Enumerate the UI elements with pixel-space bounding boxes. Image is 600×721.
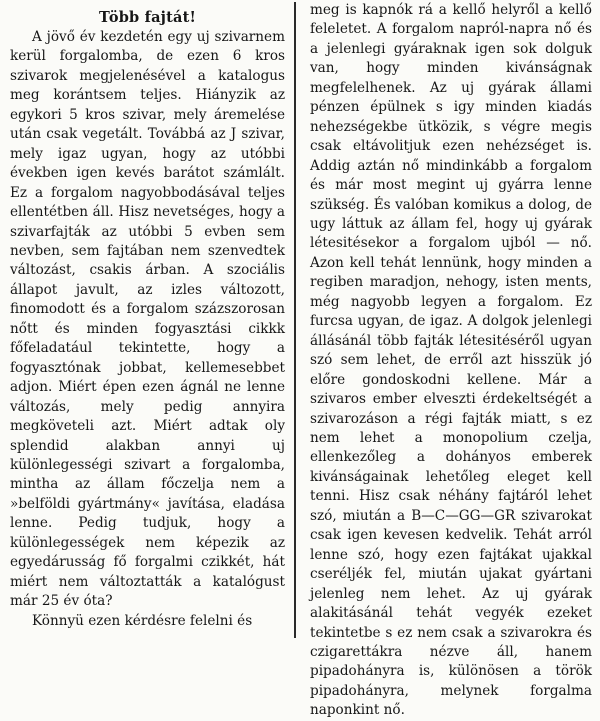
article-title: Több fajtát! — [98, 9, 197, 26]
left-paragraph-1: A jövő év kezdetén egy uj szivarnem kerül forgalomba, de ezen 6 kros szivarok megjelenésével a katalogus meg korántsem teljes. Hiányzik az egykori 5 kros szivar, mely áremelése után csak vegetált. Továbbá az J szivar, mely igaz ugyan, hogy az utóbbi években igen kevés barátot számlált. Ez a forgalom nagyobbodásával teljes ellentétben áll. Hisz nevetséges, hogy a szivarfajták az utóbbi 5 evben sem nevben, sem fajtában nem szenvedtek változást, csakis árban. A szociális állapot javult, az izles változott, finomodott és a forgalom százszorosan nőtt és minden fogyasztási cikkk főfeladatául tekintette, hogy a fogyasztónak jobbat, kellemesebbet adjon. Miért épen ezen ágnál ne lenne változás, mely pedig annyira megköveteli azt. Miért adtak oly splendid alakban annyi uj különlegességi szivart a forgalomba, mintha az állam főczelja nem a »belföldi gyártmány« javítása, eladása lenne. Pedig tudjuk, hogy a különlegességek nem képezik az egyedárusság fő forgalmi czikkét, hát miért nem változtatták a katalógust már 25 év óta? — [10, 29, 285, 610]
right-paragraph-1: meg is kapnók rá a kellő helyről a kellő feleletet. A forgalom napról-napra nő és a jelenlegi gyáraknak igen sok dolguk van, hogy minden kivánságnak megfelelhenek. Az uj gyárak állami pénzen épülnek s igy minden kiadás nehezségekbe ütközik, s végre megis csak eltávolitjuk ezen nehézséget is. Addig aztán nő mindinkább a forgalom és már most megint uj gyárra lenne szükség. És valóban komikus a dolog, de ugy láttuk az állam fel, hogy uj gyárak létesitésekor a forgalom ujból — nő. Azon kell tehát lennünk, hogy minden a regiben maradjon, nehogy, isten ments, még nagyobb legyen a forgalom. Ez furcsa ugyan, de igaz. A dolgok jelenlegi állásánál több fajták létesitéséről ugyan szó sem lehet, de erről azt hisszük jó előre gondoskodni kellene. Már a szivaros ember elveszti érdekeltségét a szivarozáson a régi fajták miatt, s ez nem lehet a monopolium czelja, ellenkezőleg a dohányos emberek kivánságainak lehetőleg eleget kell tenni. Hisz csak néhány fajtáról lehet szó, miután a B—C—GG—GR szivarokat csak igen kevesen kedvelik. Tehát arról lenne szó, hogy ezen fajtákat ujakkal cseréljék fel, miután ujakat gyártani jelenleg nem lehet. Az uj gyárak alakitásánál tehát vegyék ezeket tekintetbe s ez nem csak a szivarokra és czigarettákra nézve áll, hanem pipadohányra is, különösen a török pipadohányra, melynek forgalma naponkint nő. — [310, 2, 592, 719]
left-paragraph-2: Könnyü ezen kérdésre felelni és — [32, 612, 253, 629]
right-column — [300, 0, 600, 721]
left-column — [0, 0, 293, 631]
column-divider — [294, 2, 296, 638]
